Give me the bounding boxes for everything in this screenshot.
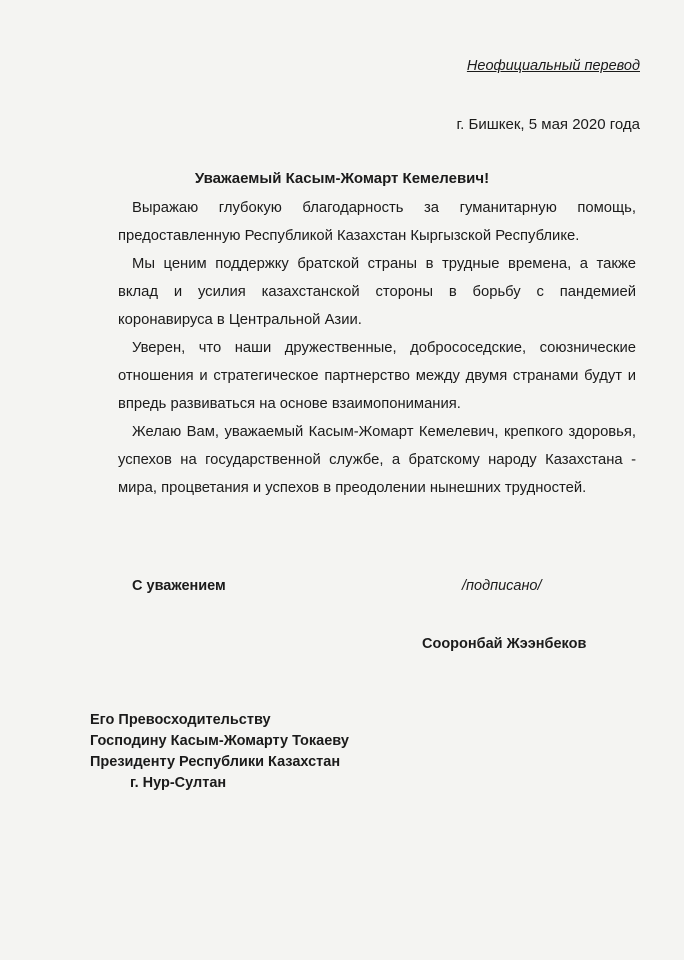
paragraph-gratitude: Выражаю глубокую благодарность за гуманитарную помощь, предоставленную Республикой Казахстан Кыргызской Республике. — [118, 200, 636, 244]
addressee-position: Президенту Республики Казахстан — [90, 754, 341, 770]
paragraph-wishes: Желаю Вам, уважаемый Касым-Жомарт Кемелевич, крепкого здоровья, успехов на государственной службе, а братскому народу Казахстана - мира, процветания и успехов в преодолении нынешних трудностей. — [118, 424, 636, 496]
salutation: Уважаемый Касым-Жомарт Кемелевич! — [194, 170, 490, 187]
addressee-name: Господину Касым-Жомарту Токаеву — [90, 733, 349, 749]
addressee-city: г. Нур-Султан — [130, 775, 227, 791]
closing-regards: С уважением — [132, 578, 226, 594]
translation-note: Неофициальный перевод — [466, 58, 640, 74]
addressee-block — [90, 710, 349, 794]
paragraph-relations: Уверен, что наши дружественные, добрососедские, союзнические отношения и стратегическое партнерство между двумя странами будут и впредь развиваться на основе взаимопонимания. — [118, 340, 636, 412]
place-date: г. Бишкек, 5 мая 2020 года — [456, 116, 640, 133]
signed-mark: /подписано/ — [462, 578, 542, 594]
letter-body — [118, 194, 636, 502]
addressee-title: Его Превосходительству — [90, 712, 271, 728]
paragraph-support: Мы ценим поддержку братской страны в трудные времена, а также вклад и усилия казахстанской стороны в борьбу с пандемией коронавируса в Центральной Азии. — [118, 256, 636, 328]
signatory-name: Сооронбай Жээнбеков — [422, 636, 587, 652]
